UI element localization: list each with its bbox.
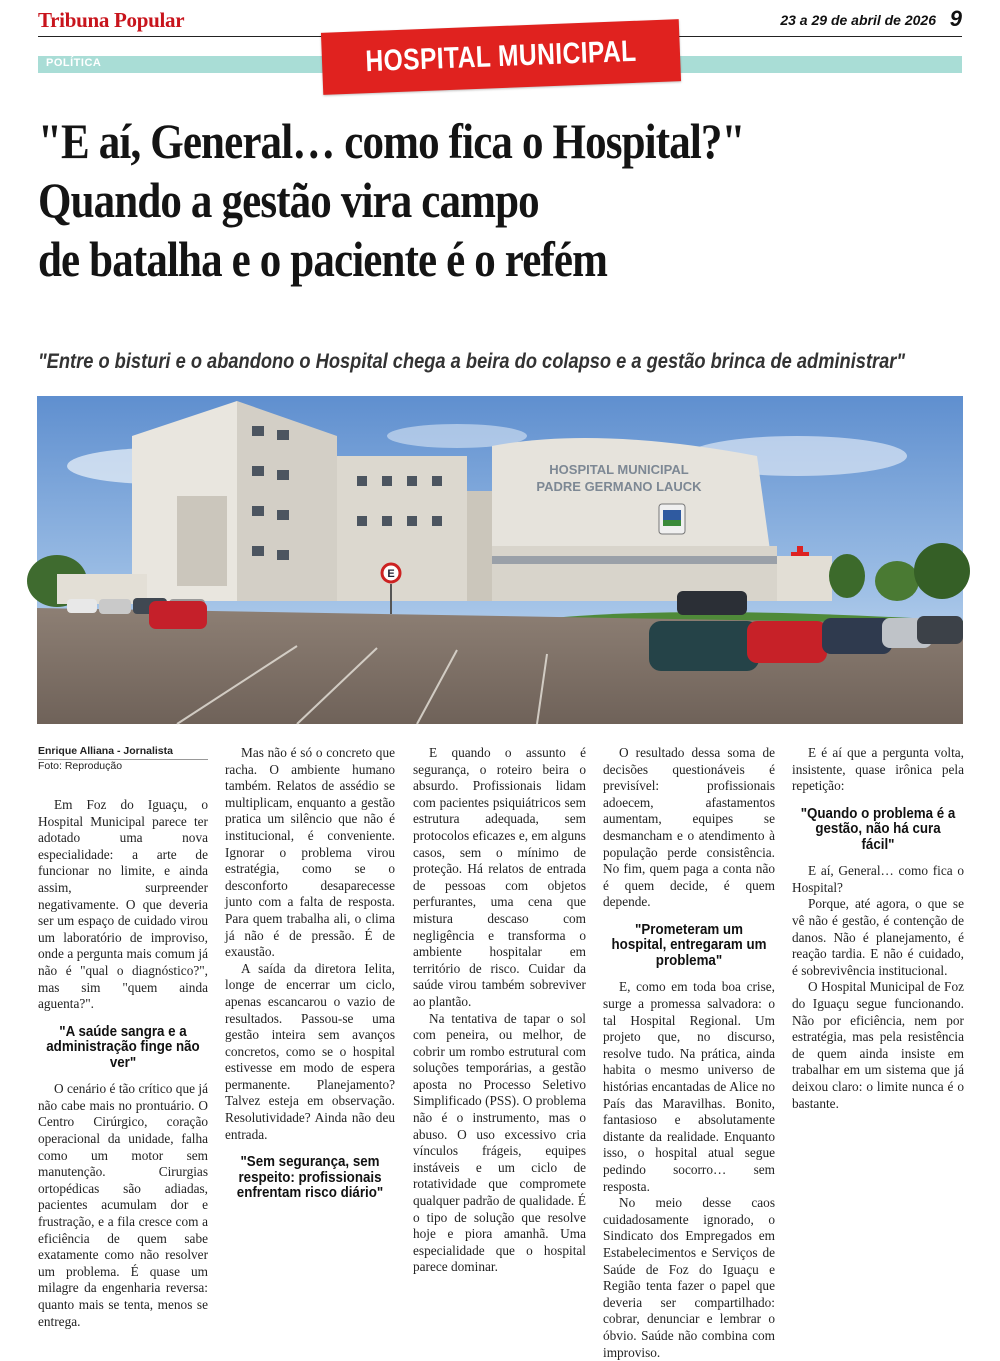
article-paragraph: Porque, até agora, o que se vê não é gestão, é contenção de danos. Não é planejamento, é reação tardia. E não é cuidado, é sobrevivência institucional. [792,896,964,978]
article-column-1 [38,745,208,1329]
article-paragraph: E quando o assunto é segurança, o roteiro beira o absurdo. Profissionais lidam com pacientes psiquiátricos sem estrutura adequada, sem protocolos eficazes e, em alguns casos, sem o mínimo de proteção. Há relatos de entrada de pessoas com objetos perfurantes, uma cena que mistura descaso com negligência e transforma o ambiente hospitalar em território de risco. Cuidar da saúde virou também sobreviver ao plantão. [413,745,586,1009]
headline-line-3: de batalha e o paciente é o refém [38,231,608,287]
article-column-4 [603,745,775,1360]
pull-quote [232,1155,388,1202]
article-column-2 [225,745,395,1285]
pull-quote-text: "Sem segurança, sem respeito: profissionais enfrentam risco diário" [236,1154,384,1202]
pull-quote [799,807,957,854]
article-paragraph: O cenário é tão crítico que já não cabe mais no prontuário. O Centro Cirúrgico, coração operacional da unidade, falha como um motor sem manutenção. Cirurgias ortopédicas são adiadas, pacientes acumulam dor e frustração, e a fila cresce com a eficiência de quem sabe exatamente como não resolver um problema. É quase um milagre da engenharia reversa: quanto mais se tenta, menos se entrega. [38,1081,208,1329]
photo-credit: Foto: Reprodução [38,760,123,772]
topic-banner-text: HOSPITAL MUNICIPAL [364,34,638,79]
pull-quote-text: "Quando o problema é a gestão, não há cura fácil" [800,805,956,853]
page-number: 9 [949,6,962,31]
brand-logo: Tribuna Popular [38,8,185,32]
headline [38,112,968,289]
byline-author: Enrique Alliana - Jornalista [38,745,208,760]
byline [38,745,208,773]
deck-subtitle: "Entre o bisturi e o abandono o Hospital chega a beira do colapso e a gestão brinca de administrar" [38,350,906,373]
article-paragraph: E é aí que a pergunta volta, insistente, quase irônica pela repetição: [792,745,964,794]
topic-banner [321,19,681,95]
article-paragraph: O Hospital Municipal de Foz do Iguaçu segue funcionando. Não por eficiência, nem por estratégia, mas pela resistência de quem ainda insiste em trabalhar em um sistema que já deixou claro: o limite nunca é o bastante. [792,979,964,1111]
headline-line-2: Quando a gestão vira campo [38,172,539,228]
photo-sign-line-2: PADRE GERMANO LAUCK [536,479,702,494]
section-label: POLÍTICA [46,57,102,69]
article-paragraph: No meio desse caos cuidadosamente ignorado, o Sindicato dos Empregados em Estabelecimentos e Serviços de Saúde de Foz do Iguaçu e Região tenta fazer o papel que deveria ser compartilhado: cobrar, denunciar e lembrar o óbvio. Saúde não combina com improviso. [603,1195,775,1360]
article-paragraph: A saída da diretora Ielita, longe de encerrar um ciclo, apenas escancarou o vazio de resultados. Passou-se uma gestão inteira sem avanços concretos, como se o hospital estivesse em modo de espera permanente. Planejamento? Talvez esteja em observação. Resolutividade? Ainda não deu entrada. [225,960,395,1142]
article-column-5 [792,745,964,1285]
pull-quote [45,1025,201,1072]
article-paragraph: E, como em toda boa crise, surge a promessa salvadora: o tal Hospital Regional. Um projeto que, no discurso, resolve tudo. Na prática, ainda habita o mesmo universo de histórias encantadas de Alice no País das Maravilhas. Bonito, fantasioso e absolutamente distante da realidade. Enquanto isso, o hospital atual segue pedindo socorro… sem resposta. [603,979,775,1194]
issue-date: 23 a 29 de abril de 2026 [780,12,936,28]
pull-quote [610,923,768,970]
headline-line-1: "E aí, General… como fica o Hospital?" [38,113,745,169]
article-paragraph: Mas não é só o concreto que racha. O ambiente humano também. Relatos de assédio se multiplicam, enquanto a gestão pratica um silêncio que não é institucional, é conveniente. Ignorar o problema virou estratégia, como se o desconforto desaparecesse junto com a falta de resposta. Para quem trabalha ali, o clima já não é de pressão. É de exaustão. [225,745,395,960]
article-column-3 [413,745,586,1285]
article-paragraph: O resultado dessa soma de decisões questionáveis é previsível: profissionais adoecem, afastamentos aumentam, equipes se desmancham e o atendimento à população perde consistência. No fim, quem paga a conta não é quem decide, é quem depende. [603,745,775,910]
article-paragraph: Na tentativa de tapar o sol com peneira, ou melhor, de cobrir um rombo estrutural com soluções temporárias, a gestão aposta no Processo Seletivo Simplificado (PSS). O problema não é o instrumento, mas o abuso. O uso excessivo cria vínculos frágeis, equipes instáveis e um ciclo de rotatividade que compromete qualquer padrão de qualidade. É o tipo de solução que resolve hoje e piora amanhã. Uma especialidade que o hospital parece dominar. [413,1010,586,1275]
coat-of-arms-icon [659,504,685,534]
parking-sign-letter: E [387,568,395,580]
pull-quote-text: "A saúde sangra e a administração finge não ver" [46,1023,200,1071]
hospital-photo [37,396,963,724]
article-paragraph: Em Foz do Iguaçu, o Hospital Municipal parece ter adotado uma nova especialidade: a arte de funcionar no limite, e ainda assim, surpreender negativamente. O que deveria ser um espaço de cuidado virou um laboratório de improviso, onde a pergunta mais comum já não é "qual o diagnóstico?", mas sim "quem ainda aguenta?". [38,797,208,1012]
photo-sign-line-1: HOSPITAL MUNICIPAL [549,462,689,477]
pull-quote-text: "Prometeram um hospital, entregaram um problema" [611,921,767,969]
article-paragraph: E aí, General… como fica o Hospital? [792,863,964,895]
